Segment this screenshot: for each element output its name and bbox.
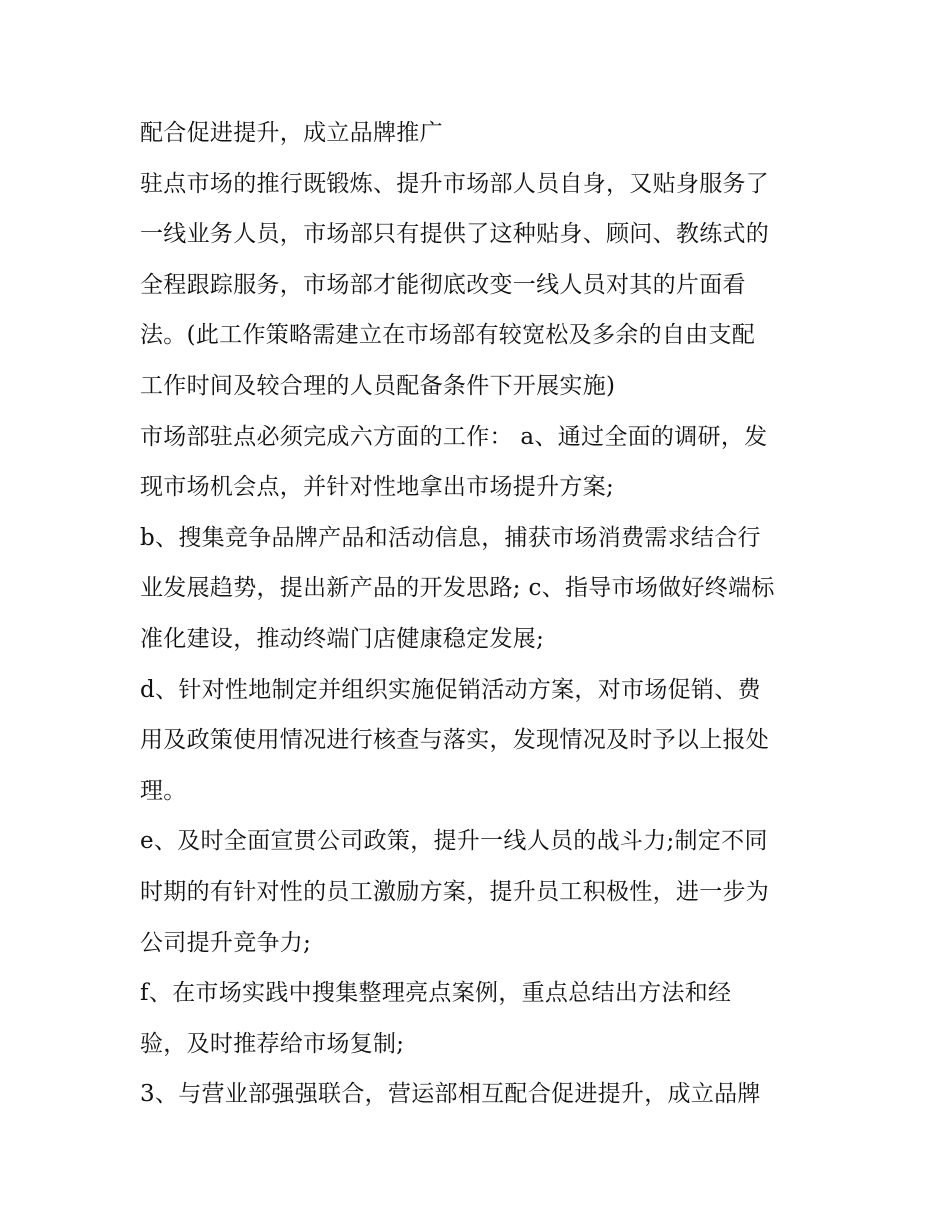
text-line: 工作时间及较合理的人员配备条件下开展实施) [140,372,616,399]
text-line: f、在市场实践中搜集整理亮点案例，重点总结出方法和经 [140,980,732,1007]
text-line: e、及时全面宣贯公司政策，提升一线人员的战斗力;制定不同 [140,828,768,855]
text-line: 现市场机会点，并针对性地拿出市场提升方案; [140,474,615,501]
text-line: 3、与营业部强强联合，营运部相互配合促进提升，成立品牌 [140,1081,761,1108]
text-line: 时期的有针对性的员工激励方案，提升员工积极性，进一步为 [140,878,770,905]
text-line: 业发展趋势，提出新产品的开发思路; c、指导市场做好终端标 [140,575,775,602]
document-body [140,108,830,1120]
text-line: 验，及时推荐给市场复制; [140,1030,405,1057]
text-line: 全程跟踪服务，市场部才能彻底改变一线人员对其的片面看 [140,271,746,298]
text-line: d、针对性地制定并组织实施促销活动方案，对市场促销、费 [140,676,761,703]
text-line: 法。(此工作策略需建立在市场部有较宽松及多余的自由支配 [140,322,756,349]
text-line: 市场部驻点必须完成六方面的工作： a、通过全面的调研，发 [140,423,768,450]
text-line: 配合促进提升，成立品牌推广 [140,120,443,146]
text-line: 理。 [140,777,187,804]
text-line: 用及政策使用情况进行核查与落实，发现情况及时予以上报处 [140,727,770,754]
text-line: 公司提升竞争力; [140,929,312,956]
text-line: 一线业务人员，市场部只有提供了这种贴身、顾问、教练式的 [140,221,770,248]
text-line: b、搜集竞争品牌产品和活动信息，捕获市场消费需求结合行 [140,524,761,551]
text-line: 准化建设，推动终端门店健康稳定发展; [140,625,545,652]
text-line: 驻点市场的推行既锻炼、提升市场部人员自身，又贴身服务了 [140,170,770,197]
